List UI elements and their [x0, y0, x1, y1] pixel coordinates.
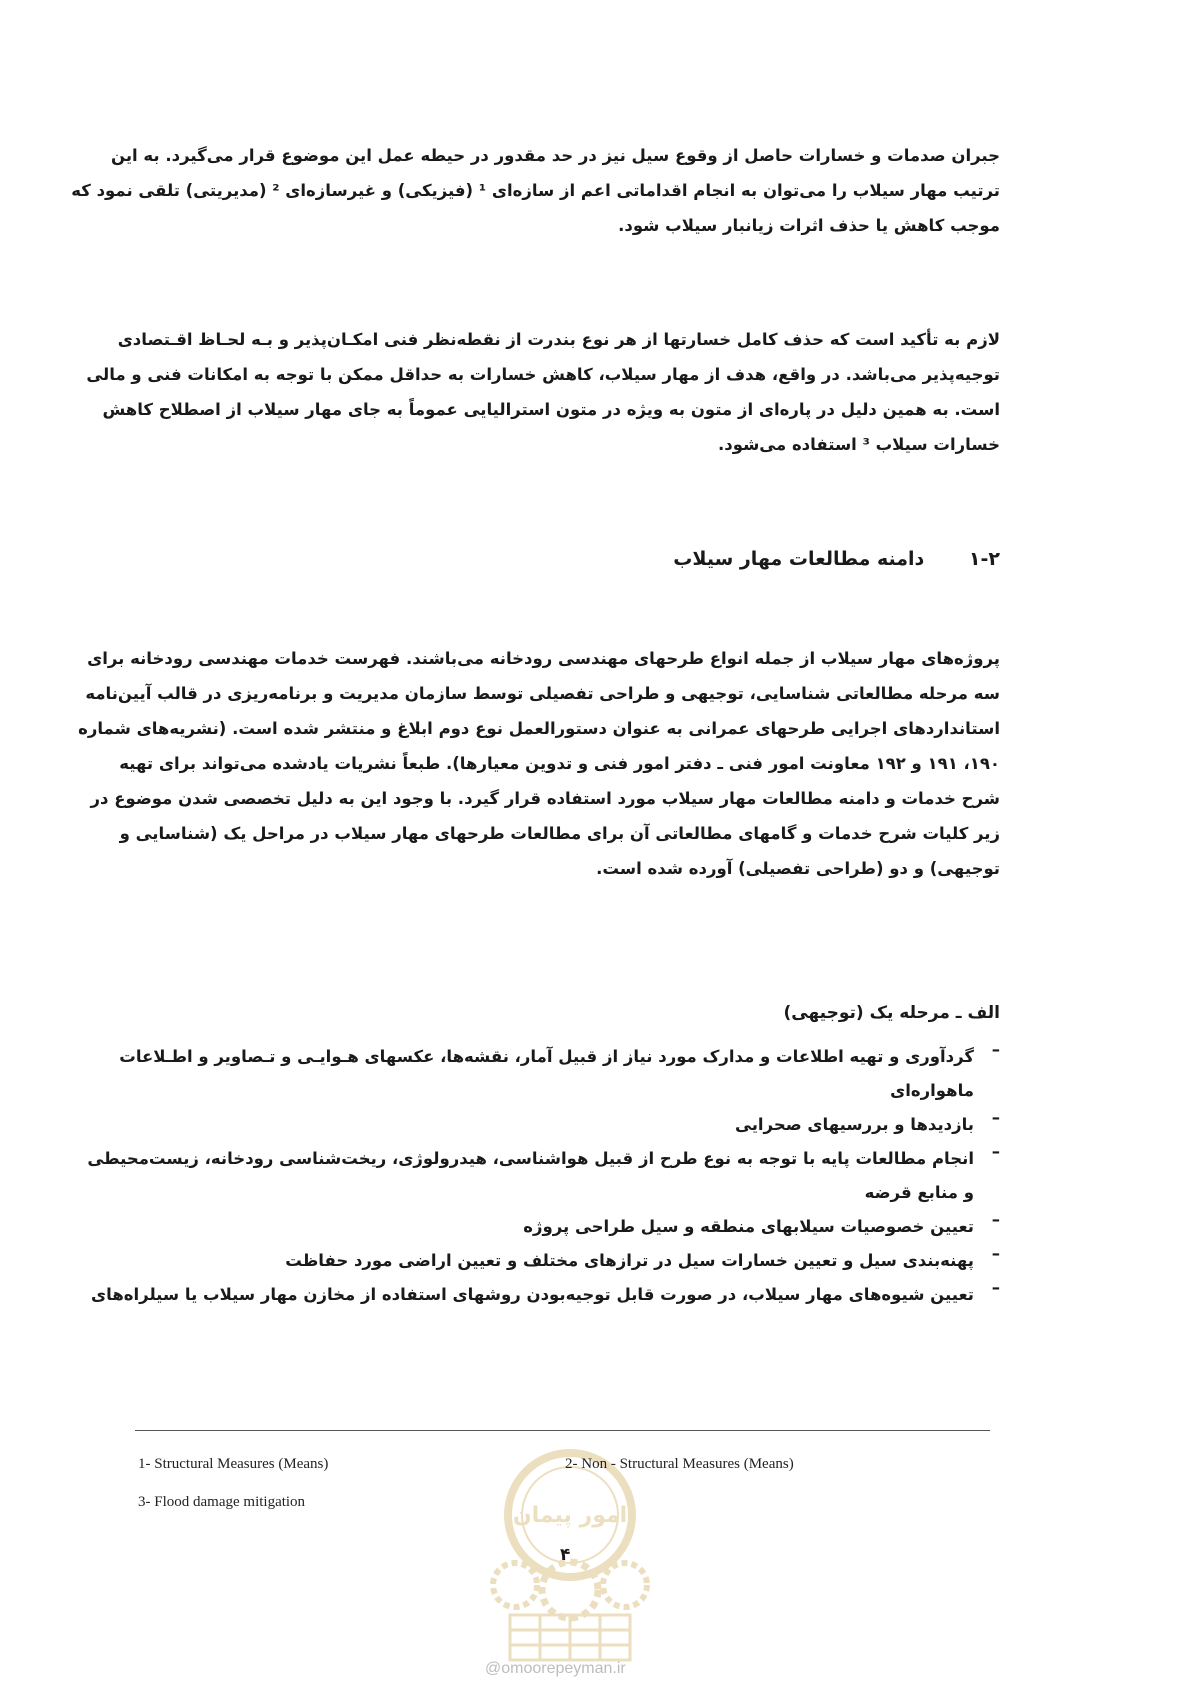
bullet-dash: – [991, 1040, 1000, 1059]
paragraph-2 [86, 322, 1000, 462]
paragraph-line: است. به همین دلیل در پاره‌ای از متون به ویژه در متون استرالیایی عموماً به جای مهار سیلاب از اصطلاح کاهش [102, 400, 1000, 419]
section-number: ۱-۲ [968, 548, 1000, 570]
list-item-text: و منابع قرضه [864, 1183, 974, 1202]
paragraph-3 [78, 641, 1000, 886]
paragraph-1 [71, 138, 1000, 243]
list-item [138, 1210, 1000, 1244]
list-item-text: ماهواره‌ای [890, 1081, 974, 1100]
watermark-url: @omoorepeyman.ir [485, 1660, 626, 1677]
section-heading [673, 548, 1000, 570]
bullet-list [87, 1040, 1000, 1312]
bullet-dash: – [991, 1142, 1000, 1161]
stage-heading: الف ـ مرحله یک (توجیهی) [783, 1003, 1000, 1023]
list-item [87, 1142, 1000, 1210]
list-item-text: بازدیدها و بررسیهای صحرایی [735, 1115, 974, 1134]
paragraph-line: جبران صدمات و خسارات حاصل از وقوع سیل نیز در حد مقدور در حیطه عمل این موضوع قرار می‌گیرد. به این [110, 146, 1000, 165]
list-item [138, 1108, 1000, 1142]
list-item [91, 1278, 1000, 1312]
paragraph-line: ترتیب مهار سیلاب را می‌توان به انجام اقداماتی اعم از سازه‌ای ¹ (فیزیکی) و غیرسازه‌ای ² (مدیریتی) تلقی نمود که [71, 181, 1000, 200]
bullet-dash: – [991, 1244, 1000, 1263]
bullet-dash: – [991, 1278, 1000, 1297]
paragraph-line: توجیه‌پذیر می‌باشد. در واقع، هدف از مهار سیلاب، کاهش خسارات به حداقل ممکن با توجه به امکانات فنی و مالی [86, 365, 1000, 384]
list-item-text: تعیین شیوه‌های مهار سیلاب، در صورت قابل توجیه‌بودن روشهای استفاده از مخازن مهار سیلاب یا سیلراه‌های [91, 1285, 974, 1304]
footnote-1: 1- Structural Measures (Means) [138, 1456, 329, 1472]
paragraph-line: خسارات سیلاب ³ استفاده می‌شود. [717, 435, 1000, 454]
paragraph-line: سه مرحله مطالعاتی شناسایی، توجیهی و طراحی تفصیلی توسط سازمان مدیریت و برنامه‌ریزی در قالب آیین‌نامه [85, 684, 1000, 703]
bullet-dash: – [991, 1210, 1000, 1229]
paragraph-line: ۱۹۰، ۱۹۱ و ۱۹۲ معاونت امور فنی ـ دفتر امور فنی و تدوین معیارها). طبعاً نشریات یادشده می‌تواند برای تهیه [119, 754, 1000, 773]
bullet-dash: – [991, 1108, 1000, 1127]
watermark-logo-text: امور پیمان [512, 1503, 628, 1528]
page-number: ۴ [560, 1545, 571, 1565]
footnote-3: 3- Flood damage mitigation [138, 1494, 306, 1510]
list-item-text: انجام مطالعات پایه با توجه به نوع طرح از قبیل هواشناسی، هیدرولوژی، ریخت‌شناسی رودخانه، زیست‌محیطی [87, 1149, 974, 1168]
paragraph-line: توجیهی) و دو (طراحی تفصیلی) آورده شده است. [596, 859, 1000, 878]
paragraph-line: لازم به تأکید است که حذف کامل خسارتها از هر نوع بندرت از نقطه‌نظر فنی امکـان‌پذیر و بـه لحـاظ اقـتصادی [117, 330, 1000, 349]
list-item-text: گردآوری و تهیه اطلاعات و مدارک مورد نیاز از قبیل آمار، نقشه‌ها، عکسهای هـوایـی و تـصاویر و اطـلاعات [119, 1047, 974, 1066]
paragraph-line: پروژه‌های مهار سیلاب از جمله انواع طرحهای مهندسی رودخانه می‌باشند. فهرست خدمات مهندسی رودخانه برای [87, 649, 1000, 668]
footnote-2: 2- Non - Structural Measures (Means) [565, 1456, 794, 1472]
section-title: دامنه مطالعات مهار سیلاب [673, 548, 925, 570]
list-item [138, 1244, 1000, 1278]
paragraph-line: شرح خدمات و دامنه مطالعات مهار سیلاب مورد استفاده قرار گیرد. با وجود این به دلیل تخصصی شدن موضوع در [90, 789, 1000, 808]
list-item [119, 1040, 1000, 1108]
list-item-text: تعیین خصوصیات سیلابهای منطقه و سیل طراحی پروژه [523, 1217, 974, 1236]
footnote-divider [135, 1430, 990, 1431]
list-item-text: پهنه‌بندی سیل و تعیین خسارات سیل در ترازهای مختلف و تعیین اراضی مورد حفاظت [285, 1251, 974, 1270]
paragraph-line: موجب کاهش یا حذف اثرات زیانبار سیلاب شود. [618, 216, 1000, 235]
paragraph-line: استانداردهای اجرایی طرحهای عمرانی به عنوان دستورالعمل نوع دوم ابلاغ و منتشر شده است. (نشریه‌های شماره [78, 719, 1000, 738]
paragraph-line: زیر کلیات شرح خدمات و گامهای مطالعاتی آن برای مطالعات طرحهای مهار سیلاب در مراحل یک (شناسایی و [119, 824, 1000, 843]
